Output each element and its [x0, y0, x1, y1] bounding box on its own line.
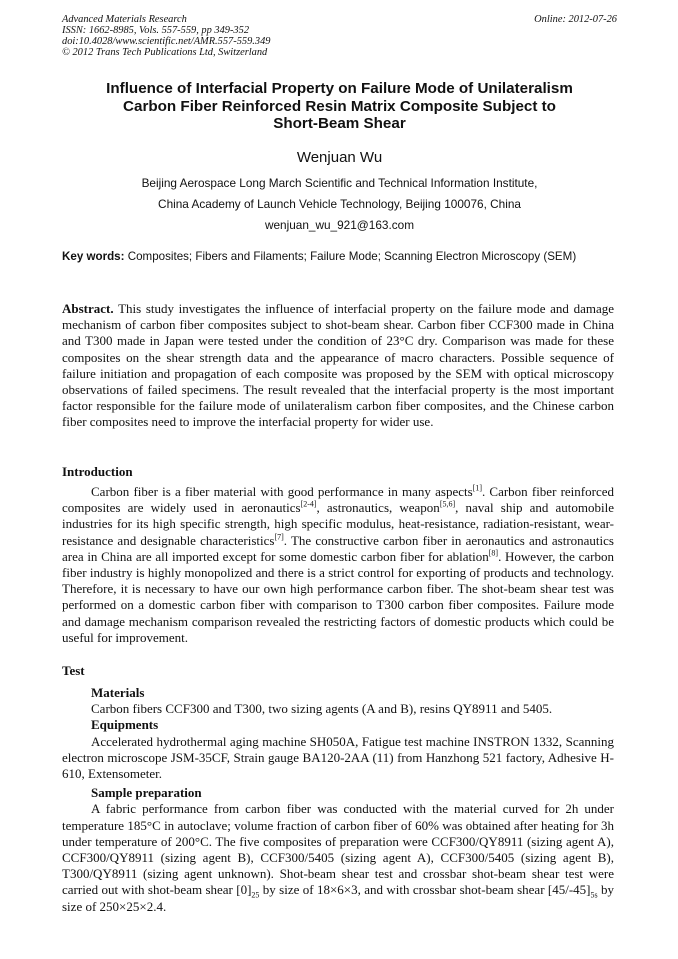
sample-preparation-text: A fabric performance from carbon fiber was conducted with the material curved for 2h under temperature 185°C in autoclave; volume fraction of carbon fiber of 60% was obtained after heating for 3h under temperature of 200°C. The five composites of preparation were CCF300/QY8911 (sizing agent A), CCF300/QY8911 (sizing agent B), CCF300/5405 (sizing agent A), CCF300/5405 (sizing agent B), T300/QY8911 (sizing agent unknown). Shot-beam shear test and crossbar shot-beam shear test were carried out with shot-beam shear $[0]_{25}$ by size of 18×6×3, and with crossbar shot-beam shear $[45/-45]_{5s}$ by size of 250×25×2.4. [62, 801, 614, 914]
citation-ref[interactable]: [2-4] [300, 499, 317, 509]
abstract-label: Abstract. [62, 301, 114, 316]
keywords-text: Composites; Fibers and Filaments; Failure Mode; Scanning Electron Microscopy (SEM) [124, 250, 577, 263]
citation-ref[interactable]: [8] [488, 548, 499, 558]
affiliation-line: China Academy of Launch Vehicle Technology, Beijing 100076, China [158, 197, 521, 211]
issn-line: ISSN: 1662-8985, Vols. 557-559, pp 349-352 [62, 25, 250, 36]
copyright-line: © 2012 Trans Tech Publications Ltd, Switzerland [62, 47, 268, 58]
test-section [62, 685, 614, 915]
abstract-text: This study investigates the influence of interfacial property on the failure mode and damage mechanism of carbon fiber composites subject to shot-beam shear. Carbon fiber CCF300 made in China and T300 made in Japan were tested under the condition of 23°C dry. Comparison was made for these composites on the shear strength data and the appearance of macro characters. Possible sequence of failure initiation and propagation of each composite was proposed by the SEM with optical microscopy observations of failed specimens. The result revealed that the interfacial property is the most important factor responsible for the failure mode of unilateralism carbon fiber composites, and the Chinese carbon fiber composites need to improve the interfacial property for wider use. [62, 301, 614, 430]
introduction-paragraph: Carbon fiber is a fiber material with good performance in many aspects[1]. Carbon fiber reinforced composites are widely used in aeronautics[2-4], astronautics, weapon[5,6], naval ship and automobile industries for its high specific strength, high specific modulus, heat-resistance, radiation-resistant, wear-resistance and designable characteristics[7]. The constructive carbon fiber in aeronautics and astronautics area in China are all imported except for some domestic carbon fiber for ablation[8]. However, the carbon fiber industry is highly monopolized and there is a strict control for exporting of products and technology. Therefore, it is necessary to have our own high performance carbon fiber. The shot-beam shear test was performed on a domestic carbon fiber with comparison to T300 carbon fiber composites. Failure mode and damage mechanism comparison revealed the restricting factors of domestic products which could be useful for improvement. [62, 483, 614, 645]
equipments-text: Accelerated hydrothermal aging machine SH050A, Fatigue test machine INSTRON 1332, Scanning electron microscope JSM-35CF, Strain gauge BA120-2AA (11) from Hanzhong 521 factory, Adhesive H-610, Extensometer. [62, 733, 614, 782]
sample-preparation-heading: Sample preparation [91, 785, 202, 801]
journal-name: Advanced Materials Research [62, 14, 187, 25]
paper-title [62, 80, 617, 133]
keywords [62, 249, 617, 265]
title-line: Influence of Interfacial Property on Failure Mode of Unilateralism [106, 80, 573, 97]
introduction-heading: Introduction [62, 464, 133, 479]
title-line: Short-Beam Shear [273, 115, 406, 132]
journal-header [62, 14, 617, 58]
equipments-heading: Equipments [91, 717, 159, 733]
author-email[interactable]: wenjuan_wu_921@163.com [264, 218, 415, 232]
materials-heading: Materials [91, 685, 145, 700]
citation-ref[interactable]: [7] [274, 532, 284, 542]
citation-ref[interactable]: [5,6] [439, 499, 456, 509]
abstract [62, 301, 614, 431]
doi-line[interactable]: doi:10.4028/www.scientific.net/AMR.557-559.349 [62, 36, 271, 47]
citation-ref[interactable]: [1] [472, 483, 482, 493]
materials-text: Carbon fibers CCF300 and T300, two sizing agents (A and B), resins QY8911 and 5405. [91, 701, 553, 717]
author-name: Wenjuan Wu [296, 149, 383, 166]
title-line: Carbon Fiber Reinforced Resin Matrix Composite Subject to [123, 97, 556, 115]
online-date: Online: 2012-07-26 [534, 14, 617, 25]
test-heading: Test [62, 663, 85, 678]
keywords-label: Key words: [62, 250, 125, 263]
affiliation-line: Beijing Aerospace Long March Scientific and Technical Information Institute, [141, 176, 538, 190]
